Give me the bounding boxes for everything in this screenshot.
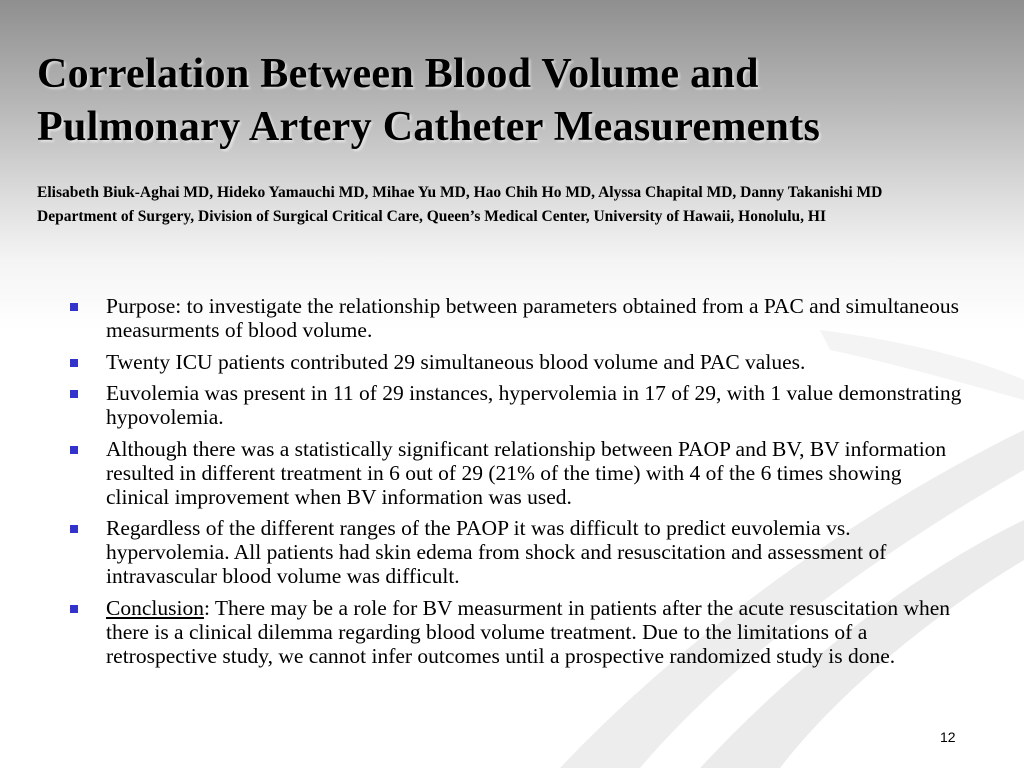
bullet-text: Euvolemia was present in 11 of 29 instances, hypervolemia in 17 of 29, with 1 value demonstrating hypovolemia.	[106, 381, 962, 429]
square-bullet-icon	[70, 303, 78, 311]
square-bullet-icon	[70, 446, 78, 454]
author-list: Elisabeth Biuk-Aghai MD, Hideko Yamauchi MD, Mihae Yu MD, Hao Chih Ho MD, Alyssa Chapital MD, Danny Takanishi MD	[37, 184, 883, 201]
title-line-2: Pulmonary Artery Catheter Measurements	[37, 104, 821, 150]
bullet-text: Although there was a statistically significant relationship between PAOP and BV, BV information resulted in different treatment in 6 out of 29 (21% of the time) with 4 of the 6 times showing clinical improvement when BV information was used.	[106, 436, 947, 509]
square-bullet-icon	[70, 359, 78, 367]
page-number: 12	[940, 729, 956, 745]
title-line-1: Correlation Between Blood Volume and	[37, 51, 759, 97]
square-bullet-icon	[70, 390, 78, 398]
conclusion-text: : There may be a role for BV measurment in patients after the acute resuscitation when there is a clinical dilemma regarding blood volume treatment. Due to the limitations of a retrospective study, we cannot infer outcomes until a prospective randomized study is done.	[106, 595, 951, 668]
slide-title	[37, 48, 997, 154]
bullet-item-conclusion	[68, 596, 968, 668]
bullet-text: Twenty ICU patients contributed 29 simultaneous blood volume and PAC values.	[106, 349, 806, 374]
conclusion-label: Conclusion	[106, 595, 204, 620]
bullet-text: Purpose: to investigate the relationship between parameters obtained from a PAC and simultaneous measurments of blood volume.	[106, 294, 960, 342]
bullet-item	[68, 350, 968, 374]
bullet-item	[68, 381, 968, 429]
author-block	[37, 181, 1012, 229]
bullet-text: Regardless of the different ranges of the PAOP it was difficult to predict euvolemia vs. hypervolemia. All patients had skin edema from shock and resuscitation and assessment of intravascular blood volume was difficult.	[106, 516, 887, 588]
bullet-item	[68, 294, 968, 342]
affiliation: Department of Surgery, Division of Surgical Critical Care, Queen’s Medical Center, University of Hawaii, Honolulu, HI	[37, 208, 827, 225]
bullet-list	[68, 294, 968, 675]
square-bullet-icon	[70, 605, 78, 613]
bullet-item	[68, 516, 968, 588]
square-bullet-icon	[70, 525, 78, 533]
bullet-item	[68, 437, 968, 509]
